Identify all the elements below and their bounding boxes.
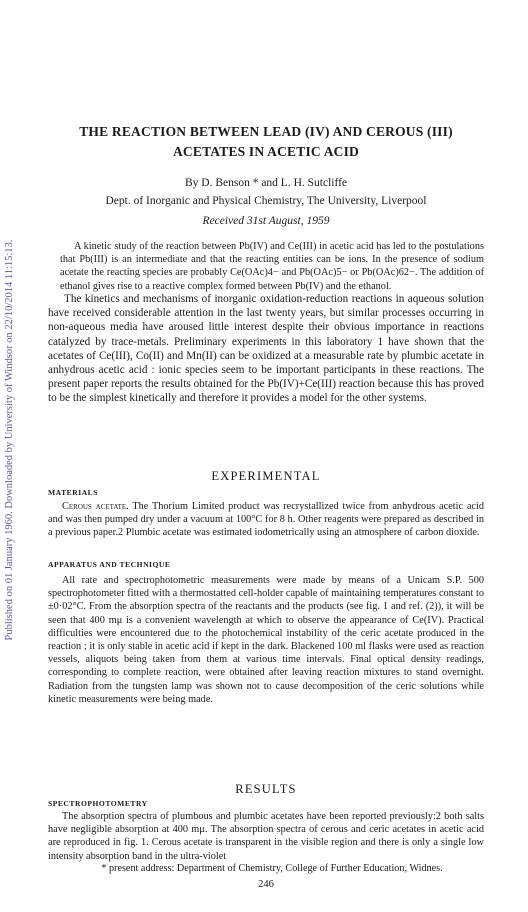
- subheading-materials: MATERIALS: [48, 488, 98, 497]
- received-date: [48, 215, 484, 227]
- materials-paragraph: [48, 500, 484, 540]
- title-line-1: THE REACTION BETWEEN LEAD (IV) AND CEROUS (III): [79, 124, 453, 139]
- abstract: A kinetic study of the reaction between Pb(IV) and Ce(III) in acetic acid has led to the postulations that Pb(III) is an intermediate and that the reacting entities can be ions. In the presence of sodium acetate the reacting species are probably Ce(OAc)4− and Pb(OAc)5− or Pb(OAc)62−. The addition of ethanol gives rise to a reactive complex formed between Pb(IV) and the ethanol.: [60, 241, 484, 292]
- received-text: Received 31st August, 1959: [202, 215, 330, 227]
- spectrophotometry-paragraph: The absorption spectra of plumbous and plumbic acetates have been reported previously:2 both salts have negligible absorption at 400 mμ. The absorption spectra of cerous and ceric acetates in acetic acid are reproduced in fig. 1. Cerous acetate is transparent in the visible region and there is only a single low intensity absorption band in the ultra-violet: [48, 811, 484, 862]
- footnote: * present address: Department of Chemistry, College of Further Education, Widnes.: [101, 863, 443, 874]
- download-notice-text: Published on 01 January 1960. Downloaded by University of Windsor on 22/10/2014 11:15:13.: [4, 239, 15, 641]
- materials-lead: Cerous acetate.: [62, 501, 129, 512]
- download-notice: [2, 130, 16, 750]
- materials-text: The Thorium Limited product was recrystallized twice from anhydrous acetic acid and was then pumped dry under a vacuum at 100°C for 8 h. Other reagents were prepared as described in a previous paper.2 Plumbic acetate was estimated iodometrically using an atmosphere of carbon dioxide.: [48, 501, 484, 539]
- page-number: 246: [258, 879, 274, 890]
- subheading-spectrophotometry: SPECTROPHOTOMETRY: [48, 799, 148, 808]
- section-heading-results: RESULTS: [235, 782, 297, 796]
- paper-title: [48, 122, 484, 162]
- section-heading-experimental: EXPERIMENTAL: [211, 469, 321, 483]
- subheading-apparatus: APPARATUS AND TECHNIQUE: [48, 560, 171, 569]
- title-line-2: ACETATES IN ACETIC ACID: [172, 144, 360, 159]
- authors: By D. Benson * and L. H. Sutcliffe: [184, 177, 348, 189]
- apparatus-paragraph: All rate and spectrophotometric measurements were made by means of a Unicam S.P. 500 spectrophotometer fitted with a thermostatted cell-holder capable of maintaining temperatures constant to ±0·02°C. From the absorption spectra of the reactants and the products (see fig. 1 and ref. (2)), it will be seen that 400 mμ is a convenient wavelength at which to observe the appearance of Ce(IV). Practical difficulties were encountered due to the photochemical instability of the ceric acetate produced in the reaction ; it is only stable in acetic acid if kept in the dark. Blackened 100 ml flasks were used as reaction vessels, aliquots being taken from them at various time intervals. Final optical density readings, corresponding to complete reaction, were obtained after leaving reaction mixtures to stand overnight. Radiation from the tungsten lamp was shown not to cause decomposition of the ceric solutions while kinetic measurements were being made.: [48, 575, 484, 705]
- affiliation: Dept. of Inorganic and Physical Chemistry, The University, Liverpool: [105, 195, 427, 207]
- introduction-paragraph: The kinetics and mechanisms of inorganic oxidation-reduction reactions in aqueous solution have received considerable attention in the last twenty years, but similar processes occurring in non-aqueous media have aroused little interest despite their obvious importance in reactions catalyzed by trace-metals. Preliminary experiments in this laboratory 1 have shown that the acetates of Ce(III), Co(II) and Mn(II) can be oxidized at a measurable rate by plumbic acetate in anhydrous acetic acid : ionic species seem to be important participants in these reactions. The present paper reports the results obtained for the Pb(IV)+Ce(III) reaction because this has proved to be the simplest kinetically and therefore it provides a model for the other systems.: [48, 293, 484, 405]
